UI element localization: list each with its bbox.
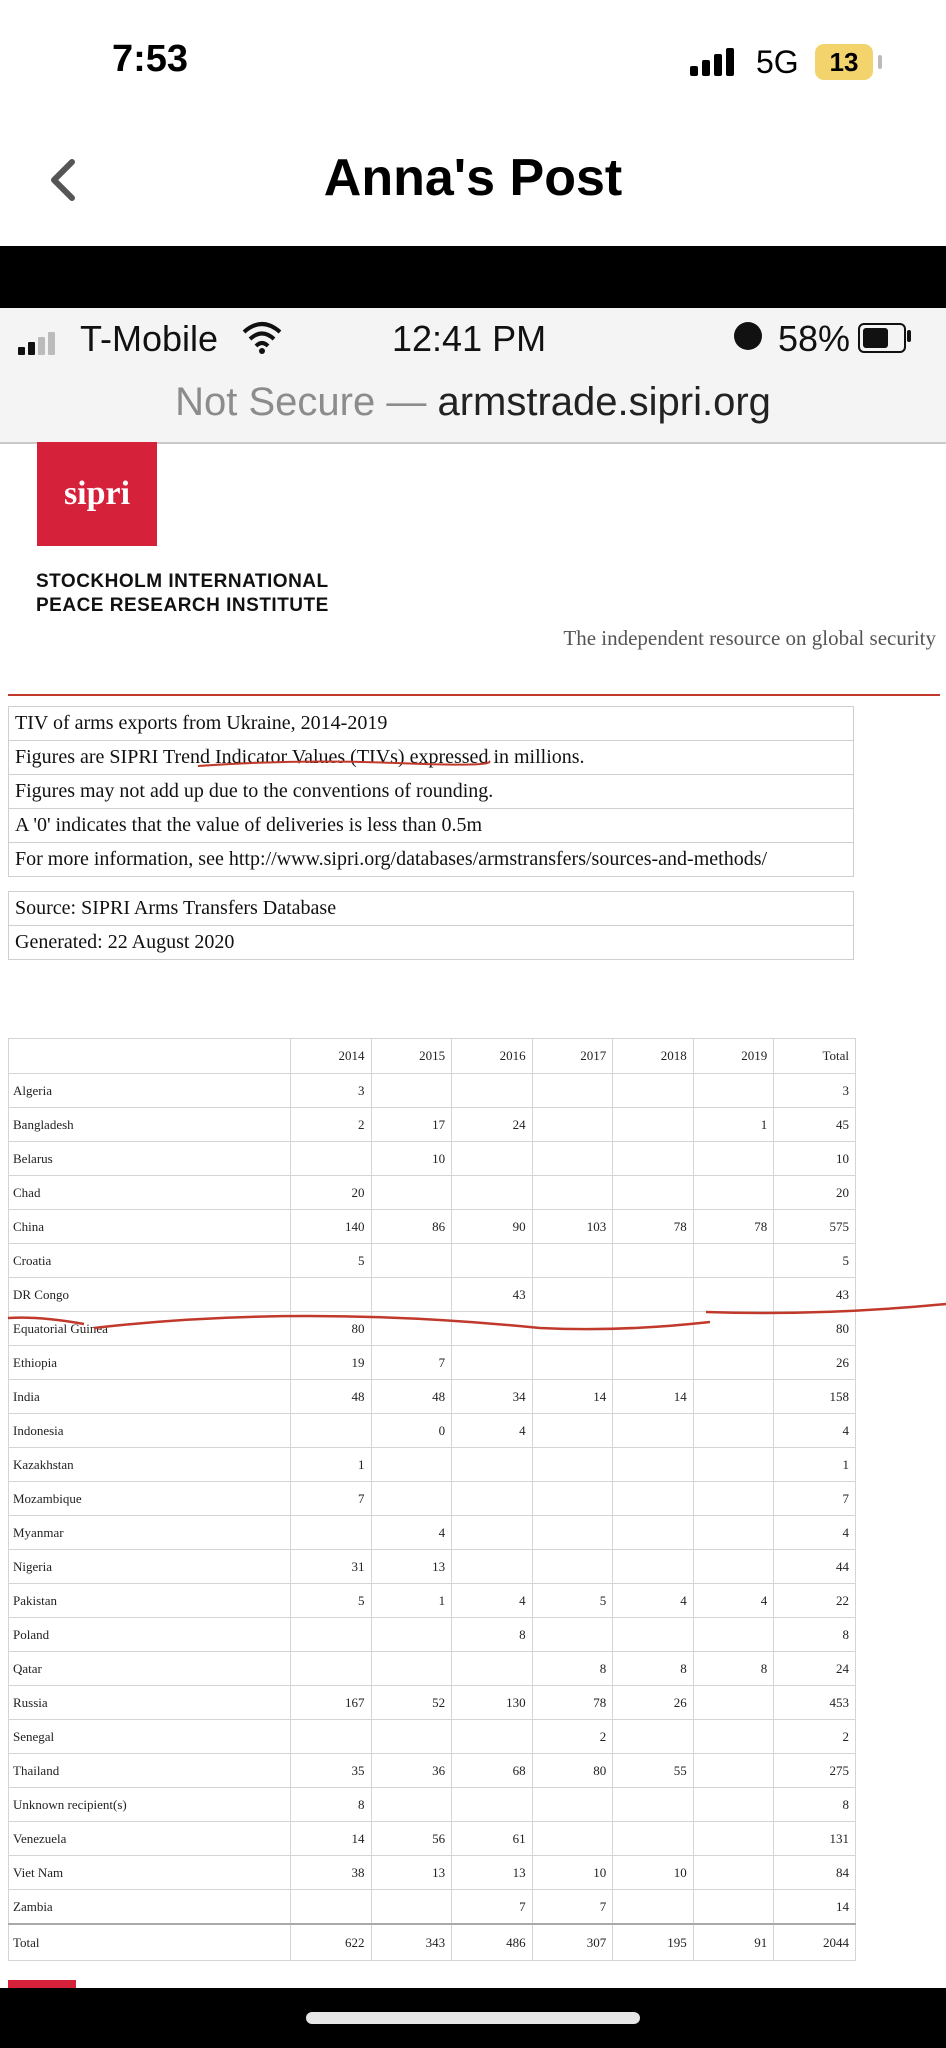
inner-battery-percent: 58%: [778, 318, 851, 359]
table-row: [9, 1754, 856, 1788]
cell-value: 7: [291, 1482, 372, 1516]
cell-value: 14: [774, 1890, 856, 1925]
cell-value: 2015: [371, 1039, 452, 1074]
cell-value: [613, 1074, 694, 1108]
cell-value: 131: [774, 1822, 856, 1856]
cell-value: [371, 1176, 452, 1210]
table-row: [9, 1380, 856, 1414]
cell-value: [613, 1516, 694, 1550]
table-total-row: [9, 1924, 856, 1961]
cell-value: [532, 1176, 613, 1210]
cell-value: 2016: [452, 1039, 533, 1074]
row-label: Zambia: [9, 1890, 291, 1925]
cell-value: 2017: [532, 1039, 613, 1074]
table-row: [9, 1414, 856, 1448]
cell-value: 8: [774, 1618, 856, 1652]
cell-value: 43: [452, 1278, 533, 1312]
status-bar: [0, 0, 946, 110]
row-label: Qatar: [9, 1652, 291, 1686]
cell-value: [693, 1380, 774, 1414]
cell-value: 90: [452, 1210, 533, 1244]
cell-value: [693, 1074, 774, 1108]
cell-value: [452, 1788, 533, 1822]
cell-value: 195: [613, 1924, 694, 1961]
cell-value: 4: [693, 1584, 774, 1618]
cell-value: [693, 1618, 774, 1652]
cell-value: 20: [774, 1176, 856, 1210]
institute-line1: STOCKHOLM INTERNATIONAL: [36, 571, 329, 592]
wifi-icon: [242, 320, 282, 359]
info-block: [8, 706, 854, 960]
cell-value: [693, 1788, 774, 1822]
cell-value: 307: [532, 1924, 613, 1961]
post-image[interactable]: [0, 308, 946, 1988]
cell-value: 2: [774, 1720, 856, 1754]
table-row: [9, 1210, 856, 1244]
row-label: Mozambique: [9, 1482, 291, 1516]
cell-value: 34: [452, 1380, 533, 1414]
row-label: [9, 1039, 291, 1074]
cell-value: 43: [774, 1278, 856, 1312]
battery-nub: [878, 55, 882, 69]
cell-value: [613, 1550, 694, 1584]
arms-exports-table: [8, 1038, 856, 1961]
table-row: [9, 1856, 856, 1890]
cell-value: 24: [452, 1108, 533, 1142]
cell-value: 45: [774, 1108, 856, 1142]
cell-value: [291, 1516, 372, 1550]
row-label: China: [9, 1210, 291, 1244]
cell-value: 622: [291, 1924, 372, 1961]
cell-value: [532, 1108, 613, 1142]
cell-value: [452, 1550, 533, 1584]
alarm-icon: [734, 322, 762, 350]
table-row: [9, 1074, 856, 1108]
cell-value: [613, 1618, 694, 1652]
page-title: Anna's Post: [323, 149, 623, 207]
inner-battery-icon: [858, 323, 906, 353]
cell-value: 10: [371, 1142, 452, 1176]
cell-value: [693, 1346, 774, 1380]
cell-value: [371, 1890, 452, 1925]
row-label: Croatia: [9, 1244, 291, 1278]
cell-value: [452, 1720, 533, 1754]
cell-value: 1: [291, 1448, 372, 1482]
cell-value: [532, 1482, 613, 1516]
cellular-signal-icon: [690, 48, 738, 76]
row-label: Russia: [9, 1686, 291, 1720]
cell-value: [532, 1244, 613, 1278]
cell-value: 84: [774, 1856, 856, 1890]
cell-value: 8: [291, 1788, 372, 1822]
cell-value: [371, 1312, 452, 1346]
cell-value: 10: [774, 1142, 856, 1176]
cell-value: [291, 1652, 372, 1686]
cell-value: 91: [693, 1924, 774, 1961]
cell-value: 5: [774, 1244, 856, 1278]
cell-value: 7: [774, 1482, 856, 1516]
table-row: [9, 1720, 856, 1754]
cell-value: [371, 1074, 452, 1108]
cell-value: Total: [774, 1039, 856, 1074]
cell-value: 3: [291, 1074, 372, 1108]
cell-value: [693, 1414, 774, 1448]
cell-value: 31: [291, 1550, 372, 1584]
cell-value: 80: [291, 1312, 372, 1346]
cell-value: 13: [371, 1856, 452, 1890]
row-label: Algeria: [9, 1074, 291, 1108]
table-row: [9, 1448, 856, 1482]
cell-value: 8: [532, 1652, 613, 1686]
cell-value: 4: [774, 1516, 856, 1550]
cell-value: 103: [532, 1210, 613, 1244]
cell-value: [613, 1244, 694, 1278]
row-label: Kazakhstan: [9, 1448, 291, 1482]
table-row: [9, 1346, 856, 1380]
cell-value: 8: [774, 1788, 856, 1822]
cell-value: [613, 1346, 694, 1380]
cell-value: 2019: [693, 1039, 774, 1074]
row-label: Thailand: [9, 1754, 291, 1788]
cell-value: [452, 1176, 533, 1210]
row-label: Viet Nam: [9, 1856, 291, 1890]
cell-value: [532, 1822, 613, 1856]
cell-value: [693, 1176, 774, 1210]
cell-value: [371, 1278, 452, 1312]
cell-value: [452, 1448, 533, 1482]
cell-value: 575: [774, 1210, 856, 1244]
row-label: Belarus: [9, 1142, 291, 1176]
info-title: TIV of arms exports from Ukraine, 2014-2019: [8, 706, 854, 740]
cell-value: 1: [693, 1108, 774, 1142]
info-note: A '0' indicates that the value of deliveries is less than 0.5m: [8, 808, 854, 842]
cell-value: 55: [613, 1754, 694, 1788]
cell-value: [613, 1312, 694, 1346]
image-top-border: [0, 246, 946, 308]
cell-value: 486: [452, 1924, 533, 1961]
cell-value: 10: [532, 1856, 613, 1890]
cell-value: 10: [613, 1856, 694, 1890]
cell-value: 5: [532, 1584, 613, 1618]
cell-value: [613, 1822, 694, 1856]
cell-value: [291, 1890, 372, 1925]
red-underline-annotation: [196, 757, 491, 769]
carrier-name: T-Mobile: [80, 318, 219, 359]
cell-value: [613, 1142, 694, 1176]
cell-value: 453: [774, 1686, 856, 1720]
cell-value: [613, 1176, 694, 1210]
table-row: [9, 1516, 856, 1550]
cell-value: [371, 1244, 452, 1278]
table-row: [9, 1788, 856, 1822]
cell-value: [613, 1278, 694, 1312]
info-note: Figures may not add up due to the conventions of rounding.: [8, 774, 854, 808]
row-label: India: [9, 1380, 291, 1414]
cell-value: [613, 1482, 694, 1516]
cell-value: [452, 1244, 533, 1278]
cell-value: [693, 1720, 774, 1754]
cell-value: [452, 1652, 533, 1686]
table-row: [9, 1652, 856, 1686]
cell-value: [371, 1788, 452, 1822]
cell-value: 14: [532, 1380, 613, 1414]
cell-value: [452, 1482, 533, 1516]
cell-value: [291, 1414, 372, 1448]
cell-value: 80: [532, 1754, 613, 1788]
row-label: Ethiopia: [9, 1346, 291, 1380]
battery-icon: 13: [815, 44, 873, 80]
cell-value: 140: [291, 1210, 372, 1244]
cell-value: 4: [613, 1584, 694, 1618]
sipri-logo: sipri: [37, 442, 157, 546]
cell-value: 5: [291, 1244, 372, 1278]
cell-value: 36: [371, 1754, 452, 1788]
table-row: [9, 1278, 856, 1312]
cell-value: 22: [774, 1584, 856, 1618]
cell-value: 56: [371, 1822, 452, 1856]
cell-value: 7: [532, 1890, 613, 1925]
row-label: Poland: [9, 1618, 291, 1652]
cell-value: [693, 1550, 774, 1584]
cell-value: [613, 1720, 694, 1754]
cell-value: 26: [774, 1346, 856, 1380]
cell-value: 167: [291, 1686, 372, 1720]
cell-value: [291, 1618, 372, 1652]
nav-bar: [0, 130, 946, 230]
inner-status-bar: [0, 308, 946, 378]
cell-value: [613, 1108, 694, 1142]
row-label: Equatorial Guinea: [9, 1312, 291, 1346]
cell-value: 48: [291, 1380, 372, 1414]
cell-value: 7: [371, 1346, 452, 1380]
cell-value: [613, 1414, 694, 1448]
cell-value: 68: [452, 1754, 533, 1788]
cell-value: 38: [291, 1856, 372, 1890]
cell-value: 5: [291, 1584, 372, 1618]
cell-value: 78: [532, 1686, 613, 1720]
row-label: Myanmar: [9, 1516, 291, 1550]
cell-value: [291, 1142, 372, 1176]
network-type: 5G: [756, 44, 799, 80]
cell-value: 130: [452, 1686, 533, 1720]
cell-value: 4: [371, 1516, 452, 1550]
cell-value: 20: [291, 1176, 372, 1210]
cell-value: [693, 1482, 774, 1516]
cell-value: [452, 1142, 533, 1176]
status-time: 7:53: [112, 38, 189, 80]
cell-value: 14: [291, 1822, 372, 1856]
cell-value: 1: [774, 1448, 856, 1482]
tagline: The independent resource on global security: [563, 626, 936, 650]
table-row: [9, 1312, 856, 1346]
cell-value: 275: [774, 1754, 856, 1788]
cell-value: [693, 1448, 774, 1482]
cell-value: [693, 1142, 774, 1176]
cell-value: 8: [693, 1652, 774, 1686]
cell-value: [532, 1550, 613, 1584]
cell-value: [532, 1312, 613, 1346]
cell-value: [693, 1890, 774, 1925]
cell-value: [693, 1754, 774, 1788]
info-note: Figures are SIPRI Trend Indicator Values (TIVs) expressed in millions.: [8, 740, 854, 774]
cell-value: 2: [532, 1720, 613, 1754]
cell-value: 61: [452, 1822, 533, 1856]
cell-value: [371, 1720, 452, 1754]
table-row: [9, 1176, 856, 1210]
cell-value: 78: [613, 1210, 694, 1244]
cell-value: 4: [774, 1414, 856, 1448]
inner-signal-icon: [18, 332, 58, 355]
cell-value: [452, 1516, 533, 1550]
cell-value: [532, 1448, 613, 1482]
cell-value: 158: [774, 1380, 856, 1414]
cell-value: 44: [774, 1550, 856, 1584]
table-row: [9, 1618, 856, 1652]
red-mark: [8, 1980, 76, 1988]
cell-value: 24: [774, 1652, 856, 1686]
table-row: [9, 1142, 856, 1176]
row-label: Unknown recipient(s): [9, 1788, 291, 1822]
home-indicator[interactable]: [306, 2012, 640, 2024]
row-label: Bangladesh: [9, 1108, 291, 1142]
cell-value: 3: [774, 1074, 856, 1108]
url-bar: [0, 370, 946, 442]
cell-value: [532, 1414, 613, 1448]
cell-value: 14: [613, 1380, 694, 1414]
cell-value: [532, 1516, 613, 1550]
cell-value: [532, 1278, 613, 1312]
table-row: [9, 1584, 856, 1618]
cell-value: 2014: [291, 1039, 372, 1074]
cell-value: 2044: [774, 1924, 856, 1961]
inner-time: 12:41 PM: [392, 318, 547, 359]
inner-battery-nub: [907, 330, 911, 342]
table-row: [9, 1108, 856, 1142]
cell-value: [452, 1346, 533, 1380]
cell-value: [291, 1720, 372, 1754]
cell-value: [452, 1074, 533, 1108]
cell-value: 343: [371, 1924, 452, 1961]
info-source: Source: SIPRI Arms Transfers Database: [8, 891, 854, 925]
info-generated: Generated: 22 August 2020: [8, 925, 854, 960]
row-label: Chad: [9, 1176, 291, 1210]
cell-value: [532, 1074, 613, 1108]
table-row: [9, 1244, 856, 1278]
cell-value: 0: [371, 1414, 452, 1448]
cell-value: [291, 1278, 372, 1312]
institute-line2: PEACE RESEARCH INSTITUTE: [36, 595, 329, 616]
cell-value: 19: [291, 1346, 372, 1380]
table-row: [9, 1890, 856, 1925]
cell-value: 26: [613, 1686, 694, 1720]
institute-name: [36, 570, 329, 618]
cell-value: 4: [452, 1414, 533, 1448]
cell-value: [693, 1856, 774, 1890]
cell-value: 13: [452, 1856, 533, 1890]
table-row: [9, 1550, 856, 1584]
cell-value: [532, 1142, 613, 1176]
cell-value: 8: [613, 1652, 694, 1686]
cell-value: [532, 1788, 613, 1822]
cell-value: 4: [452, 1584, 533, 1618]
cell-value: 7: [452, 1890, 533, 1925]
cell-value: [532, 1618, 613, 1652]
cell-value: [693, 1278, 774, 1312]
cell-value: 8: [452, 1618, 533, 1652]
cell-value: [613, 1448, 694, 1482]
table-row: [9, 1482, 856, 1516]
cell-value: 78: [693, 1210, 774, 1244]
cell-value: 1: [371, 1584, 452, 1618]
cell-value: [693, 1516, 774, 1550]
cell-value: [371, 1448, 452, 1482]
table-row: [9, 1686, 856, 1720]
info-note: For more information, see http://www.sipri.org/databases/armstransfers/sources-and-methods/: [8, 842, 854, 877]
cell-value: 48: [371, 1380, 452, 1414]
cell-value: 2: [291, 1108, 372, 1142]
row-label: Indonesia: [9, 1414, 291, 1448]
table-header-row: [9, 1039, 856, 1074]
cell-value: [693, 1244, 774, 1278]
cell-value: 80: [774, 1312, 856, 1346]
header-divider: [8, 694, 940, 696]
row-label: DR Congo: [9, 1278, 291, 1312]
url-separator: —: [375, 380, 438, 424]
cell-value: [693, 1822, 774, 1856]
row-label: Pakistan: [9, 1584, 291, 1618]
cell-value: [371, 1482, 452, 1516]
cell-value: [371, 1618, 452, 1652]
row-label: Total: [9, 1924, 291, 1961]
cell-value: [693, 1312, 774, 1346]
cell-value: [613, 1788, 694, 1822]
cell-value: [452, 1312, 533, 1346]
home-area: [0, 1988, 946, 2048]
cell-value: 35: [291, 1754, 372, 1788]
cell-value: 17: [371, 1108, 452, 1142]
cell-value: [613, 1890, 694, 1925]
url-host: armstrade.sipri.org: [437, 380, 771, 424]
table-row: [9, 1822, 856, 1856]
row-label: Nigeria: [9, 1550, 291, 1584]
cell-value: 2018: [613, 1039, 694, 1074]
cell-value: [693, 1686, 774, 1720]
cell-value: 52: [371, 1686, 452, 1720]
cell-value: 86: [371, 1210, 452, 1244]
row-label: Senegal: [9, 1720, 291, 1754]
cell-value: [532, 1346, 613, 1380]
row-label: Venezuela: [9, 1822, 291, 1856]
not-secure-label: Not Secure: [175, 380, 376, 424]
cell-value: [371, 1652, 452, 1686]
cell-value: 13: [371, 1550, 452, 1584]
